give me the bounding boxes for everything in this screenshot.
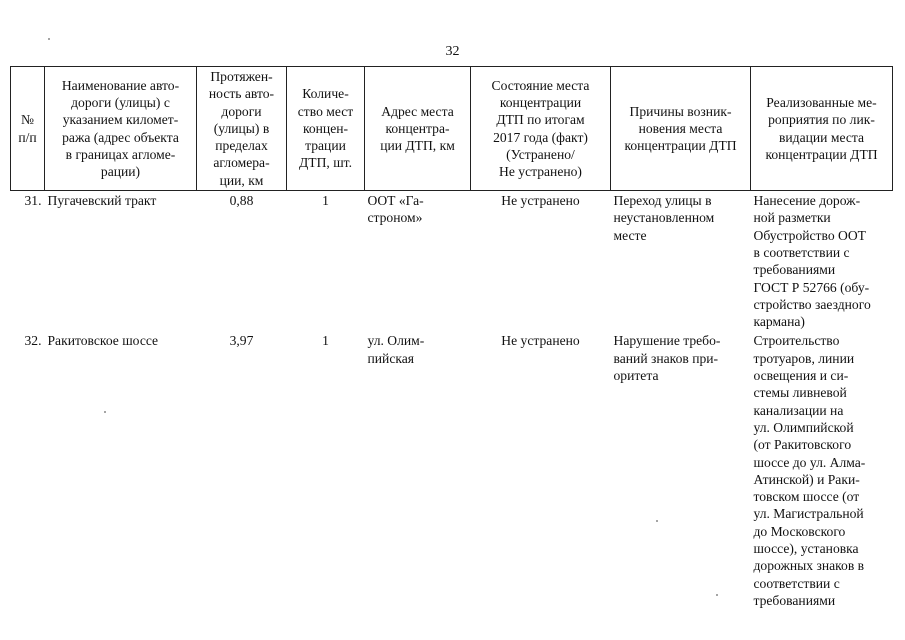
places-count: 1 [322, 333, 329, 349]
status: Не устранено [501, 193, 580, 209]
accident-concentration-table [10, 66, 893, 610]
header-measures: Реализованные ме- роприятия по лик- видации места концентрации ДТП [751, 67, 893, 191]
road-name: Пугачевский тракт [47, 193, 157, 209]
header-road-name: Наименование авто- дороги (улицы) с указанием километ- ража (адрес объекта в границах агломе- рации) [45, 67, 197, 191]
places-count: 1 [322, 193, 329, 209]
row-number: 32. [24, 333, 42, 349]
header-address: Адрес места концентра- ции ДТП, км [365, 67, 471, 191]
address: ул. Олим- пийская [367, 333, 425, 366]
page-number: 32 [445, 44, 460, 59]
road-length: 3,97 [229, 333, 254, 349]
table-header-row [11, 67, 893, 191]
table-row [11, 331, 893, 610]
scan-speck [716, 594, 718, 596]
header-road-length: Протяжен- ность авто- дороги (улицы) в пределах агломера- ции, км [197, 67, 287, 191]
header-causes: Причины возник- новения места концентрации ДТП [611, 67, 751, 191]
scan-speck [48, 38, 50, 40]
scan-speck [656, 520, 658, 522]
header-status: Состояние места концентрации ДТП по итогам 2017 года (факт) (Устранено/ Не устранено) [471, 67, 611, 191]
measures: Строительство тротуаров, линии освещения и си- стемы ливневой канализации на ул. Олимпийской (от Ракитовского шоссе до ул. Алма- Атинской) и Раки- товском шоссе (от ул. Магистральной до Московского шоссе), установка дорожных знаков в соответствии с требованиями [753, 333, 866, 608]
address: ООТ «Га- строном» [367, 193, 424, 226]
road-length: 0,88 [229, 193, 254, 209]
status: Не устранено [501, 333, 580, 349]
cause: Нарушение требо- ваний знаков при- оритета [613, 333, 721, 384]
measures: Нанесение дорож- ной разметки Обустройство ООТ в соответствии с требованиями ГОСТ Р 52766 (обу- стройство заездного кармана) [753, 193, 871, 330]
road-name: Ракитовское шоссе [47, 333, 159, 349]
table-row [11, 191, 893, 332]
header-row-number: № п/п [11, 67, 45, 191]
header-places-count: Количе- ство мест концен- трации ДТП, шт. [287, 67, 365, 191]
row-number: 31. [24, 193, 42, 209]
cause: Переход улицы в неустановленном месте [613, 193, 715, 243]
scan-speck [104, 411, 106, 413]
